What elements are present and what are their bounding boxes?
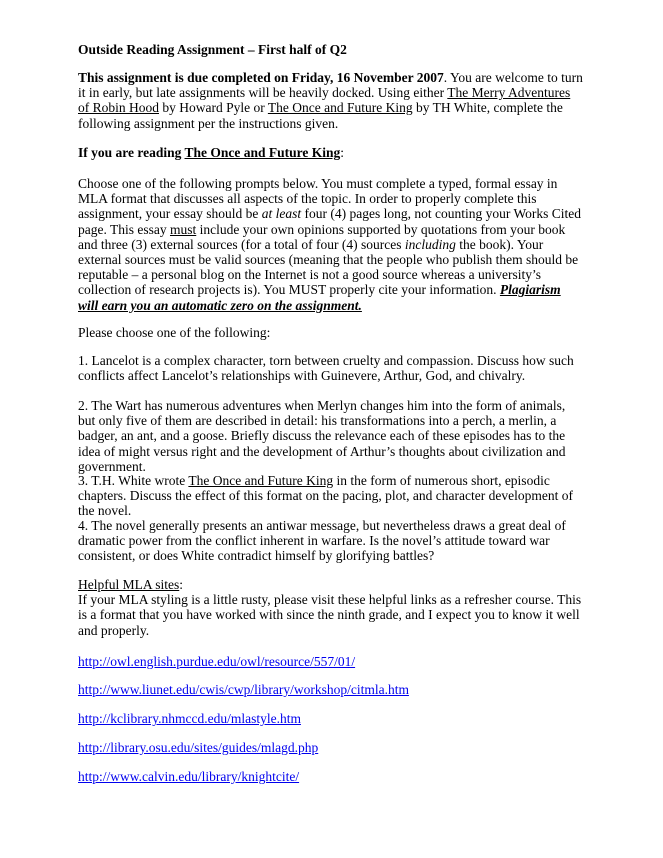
mla-heading: Helpful MLA sites <box>78 577 180 592</box>
plagiarism-warning: Plagiarism will earn you an automatic zero on the assignment. <box>78 282 561 313</box>
book-title-once-future-king: The Once and Future King <box>267 100 413 116</box>
prompt-1: 1. Lancelot is a complex character, torn between cruelty and compassion. Discuss how such conflicts affect Lancelot’s relationships with Guinevere, Arthur, God, and chivalry. <box>78 353 574 384</box>
emphasis-including: including <box>404 236 456 252</box>
intro-paragraph <box>78 70 583 131</box>
intro-text-1: . You are welcome to turn it in early, but late assignments will be heavily docked. Using either <box>78 70 583 101</box>
section-heading-suffix: : <box>340 145 345 160</box>
emphasis-must: must <box>169 221 197 237</box>
section-heading-prefix: If you are reading <box>78 145 185 160</box>
intro-text-2: by Howard Pyle or <box>159 100 268 116</box>
mla-heading-colon: : <box>179 577 184 592</box>
section-heading <box>78 145 583 160</box>
book-title-robin-hood: The Merry Adventures of Robin Hood <box>78 85 571 116</box>
instructions-text-3: include your own opinions supported by quotations from your book and three (3) external sources (for a total of four (4) sources <box>78 221 566 252</box>
mla-link-item <box>78 682 583 697</box>
mla-link-kclibrary[interactable]: http://kclibrary.nhmccd.edu/mlastyle.htm <box>78 711 301 726</box>
instructions-text-2: four (4) pages long, not counting your Works Cited page. This essay <box>78 206 581 237</box>
page-title: Outside Reading Assignment – First half of Q2 <box>78 42 347 57</box>
mla-link-item <box>78 740 583 755</box>
prompt-3-book: The Once and Future King <box>188 473 334 488</box>
mla-link-item <box>78 654 583 669</box>
mla-text: If your MLA styling is a little rusty, please visit these helpful links as a refresher course. This is a format that you have worked with since the ninth grade, and I expect you to know it well and properly. <box>78 592 582 638</box>
prompt-3 <box>78 473 583 519</box>
due-date-statement: This assignment is due completed on Friday, 16 November 2007 <box>78 70 444 85</box>
mla-link-item <box>78 769 583 784</box>
mla-link-liunet[interactable]: http://www.liunet.edu/cwis/cwp/library/workshop/citmla.htm <box>78 682 409 697</box>
mla-link-purdue-owl[interactable]: http://owl.english.purdue.edu/owl/resource/557/01/ <box>78 654 356 669</box>
instructions-text-1: Choose one of the following prompts below. You must complete a typed, formal essay in MLA format that discusses all aspects of the topic. In order to properly complete this assignment, your essay should be <box>78 176 558 222</box>
section-heading-book: The Once and Future King <box>184 145 341 160</box>
mla-link-item <box>78 711 583 726</box>
prompt-3-prefix: 3. T.H. White wrote <box>78 473 189 488</box>
choose-instruction: Please choose one of the following: <box>78 325 271 340</box>
mla-section <box>78 577 583 638</box>
mla-link-calvin-knightcite[interactable]: http://www.calvin.edu/library/knightcite/ <box>78 769 300 784</box>
mla-link-osu-library[interactable]: http://library.osu.edu/sites/guides/mlagd.php <box>78 740 319 755</box>
instructions-paragraph <box>78 176 583 313</box>
intro-text-3: by TH White, complete the following assignment per the instructions given. <box>78 100 563 131</box>
prompt-2: 2. The Wart has numerous adventures when Merlyn changes him into the form of animals, but only five of them are described in detail: his transformations into a perch, a merlin, a badger, an ant, and a goose. Briefly discuss the relevance each of these episodes has to the idea of might versus right and the development of Arthur’s thoughts about civilization and government. <box>78 398 566 474</box>
prompt-3-suffix: in the form of numerous short, episodic chapters. Discuss the effect of this format on the pacing, plot, and character development of the novel. <box>78 473 573 519</box>
instructions-text-4: the book). Your external sources must be valid sources (meaning that the people who publish them should be reputable – a personal blog on the Internet is not a good source whereas a university’s collection of research projects is). You MUST properly cite your information. <box>78 236 579 298</box>
prompt-4: 4. The novel generally presents an antiwar message, but nevertheless draws a great deal of dramatic power from the conflict inherent in warfare. Is the novel’s attitude toward war consistent, or does White contradict himself by glorifying battles? <box>78 518 566 564</box>
emphasis-at-least: at least <box>261 206 302 222</box>
